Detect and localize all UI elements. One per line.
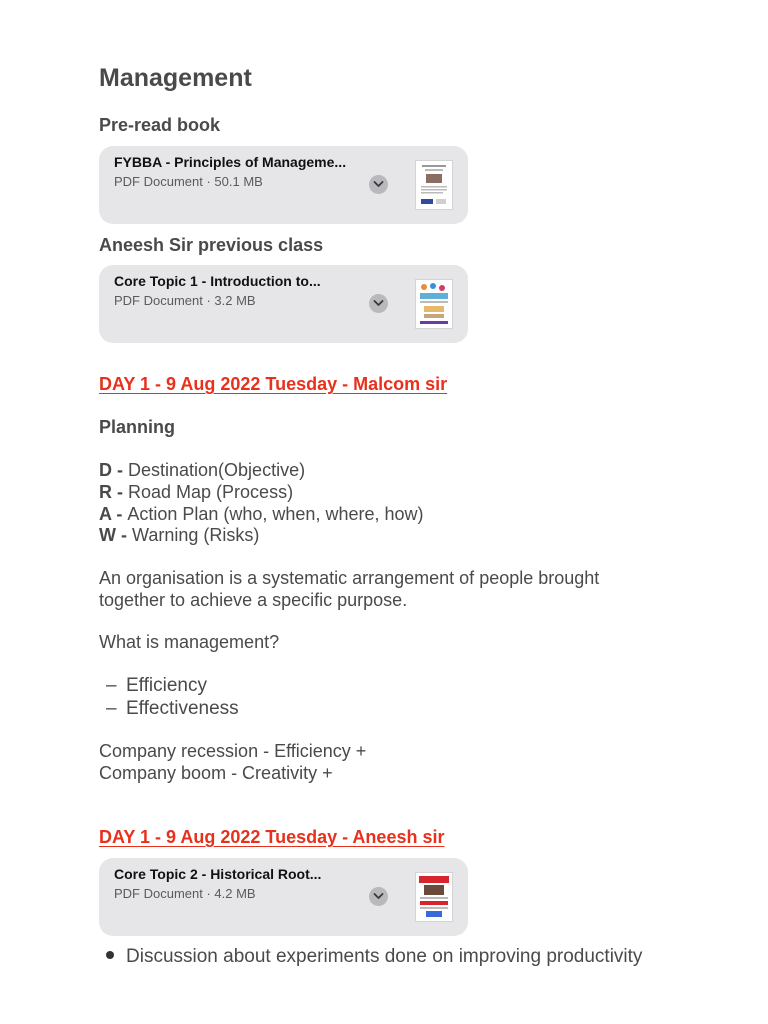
attachment-name: Core Topic 1 - Introduction to... bbox=[114, 273, 321, 289]
draw-text: Warning (Risks) bbox=[132, 525, 260, 545]
draw-separator: - bbox=[116, 525, 132, 545]
day-heading-malcom: DAY 1 - 9 Aug 2022 Tuesday - Malcom sir bbox=[99, 374, 448, 394]
attachment-card[interactable] bbox=[99, 858, 468, 936]
attachment-name: Core Topic 2 - Historical Root... bbox=[114, 866, 322, 882]
dash-marker: – bbox=[106, 675, 117, 696]
section-label-preread: Pre-read book bbox=[99, 115, 221, 135]
draw-separator: - bbox=[111, 504, 128, 524]
list-item bbox=[106, 675, 207, 697]
draw-item bbox=[99, 460, 305, 481]
paragraph-line: together to achieve a specific purpose. bbox=[99, 590, 408, 610]
attachment-meta: PDF Document · 4.2 MB bbox=[114, 886, 256, 901]
list-item-text: Efficiency bbox=[126, 675, 207, 696]
list-item-text: Effectiveness bbox=[126, 698, 239, 719]
paragraph-line: An organisation is a systematic arrangement of people brought bbox=[99, 568, 600, 588]
draw-separator: - bbox=[112, 460, 128, 480]
draw-text: Action Plan (who, when, where, how) bbox=[127, 504, 424, 524]
pdf-thumbnail-icon bbox=[415, 160, 453, 210]
draw-separator: - bbox=[112, 482, 128, 502]
section-label-previous-class: Aneesh Sir previous class bbox=[99, 235, 324, 255]
attachment-name: FYBBA - Principles of Manageme... bbox=[114, 154, 347, 170]
attachment-card[interactable] bbox=[99, 146, 468, 224]
draw-item bbox=[99, 525, 259, 546]
paragraph-line: Company boom - Creativity + bbox=[99, 763, 333, 783]
chevron-down-icon[interactable] bbox=[369, 887, 388, 906]
chevron-down-icon[interactable] bbox=[369, 294, 388, 313]
draw-letter: W bbox=[99, 525, 116, 545]
list-item bbox=[106, 698, 239, 720]
draw-letter: D bbox=[99, 460, 112, 480]
draw-text: Destination(Objective) bbox=[128, 460, 306, 480]
bullet-dot-icon bbox=[106, 951, 114, 959]
attachment-meta: PDF Document · 50.1 MB bbox=[114, 174, 263, 189]
pdf-thumbnail-icon bbox=[415, 279, 453, 329]
day-heading-aneesh: DAY 1 - 9 Aug 2022 Tuesday - Aneesh sir bbox=[99, 827, 445, 847]
draw-text: Road Map (Process) bbox=[128, 482, 294, 502]
bullet-item bbox=[106, 946, 642, 968]
attachment-meta: PDF Document · 3.2 MB bbox=[114, 293, 256, 308]
draw-letter: R bbox=[99, 482, 112, 502]
draw-item bbox=[99, 504, 424, 525]
attachment-card[interactable] bbox=[99, 265, 468, 343]
planning-heading: Planning bbox=[99, 417, 175, 437]
question-text: What is management? bbox=[99, 632, 280, 652]
page-title: Management bbox=[99, 64, 252, 92]
draw-item bbox=[99, 482, 293, 503]
paragraph-line: Company recession - Efficiency + bbox=[99, 741, 367, 761]
draw-letter: A bbox=[99, 504, 112, 524]
dash-marker: – bbox=[106, 698, 117, 719]
bullet-item-text: Discussion about experiments done on improving productivity bbox=[126, 946, 643, 967]
chevron-down-icon[interactable] bbox=[369, 175, 388, 194]
pdf-thumbnail-icon bbox=[415, 872, 453, 922]
